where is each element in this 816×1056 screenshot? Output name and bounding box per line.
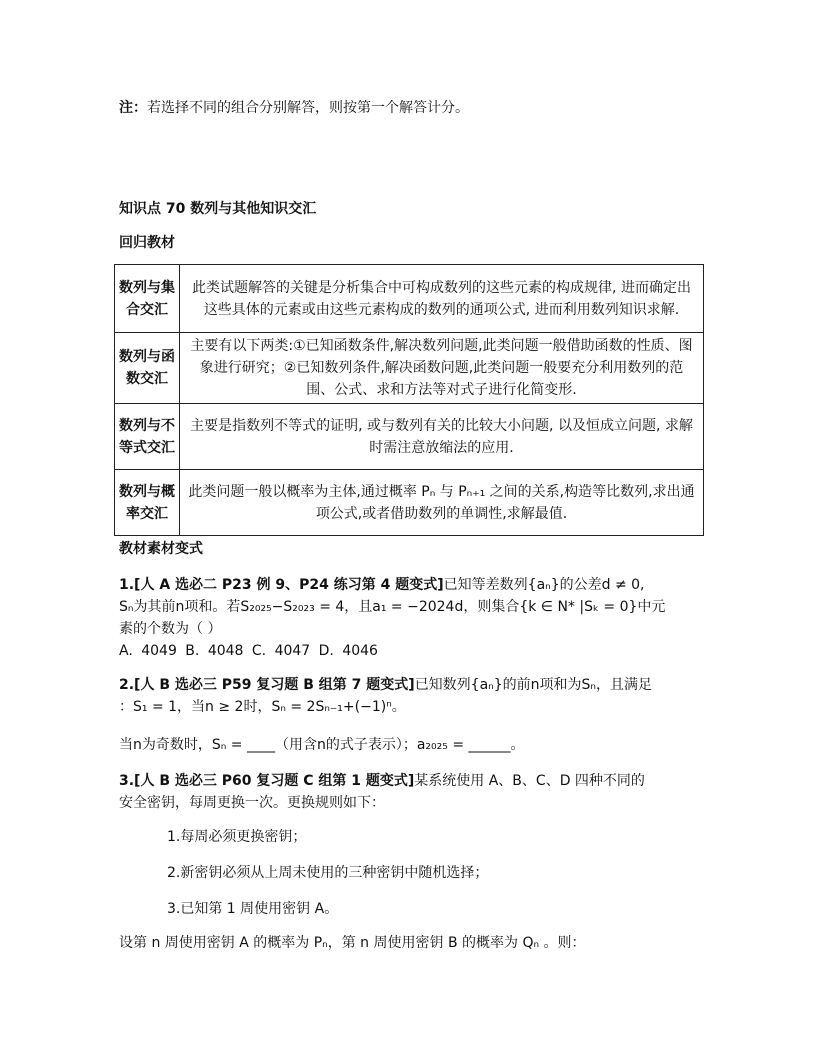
question-1-choices: A. 4049 B. 4048 C. 4047 D. 4046 xyxy=(119,643,378,659)
question-1-line-2: Sₙ为其前n项和。若S₂₀₂₅−S₂₀₂₃ = 4，且a₁ = −2024d，则集合{k ∈ N* |Sₖ = 0}中元 xyxy=(119,599,666,615)
question-1-stem: 已知等差数列{aₙ}的公差d ≠ 0, xyxy=(443,577,645,593)
question-2 xyxy=(119,674,707,718)
note-text: 若选择不同的组合分别解答，则按第一个解答计分。 xyxy=(147,100,469,116)
question-1-line-3: 素的个数为（ ） xyxy=(119,621,222,637)
note-label: 注： xyxy=(119,100,147,116)
note-paragraph xyxy=(119,97,707,119)
table-body-cell: 主要是指数列不等式的证明, 或与数列有关的比较大小问题, 以及恒成立问题, 求解时需注意放缩法的应用. xyxy=(180,404,704,470)
question-1-tag: 1.[人 A 选必二 P23 例 9、P24 练习第 4 题变式] xyxy=(119,577,444,593)
table-head-cell: 数列与函数交汇 xyxy=(115,333,180,404)
table-body-cell: 此类试题解答的关键是分析集合中可构成数列的这些元素的构成规律, 进而确定出这些具体的元素或由这些元素构成的数列的通项公式, 进而利用数列知识求解. xyxy=(180,265,704,333)
table-body-cell: 主要有以下两类:①已知函数条件,解决数列问题,此类问题一般借助函数的性质、图象进行研究；②已知数列条件,解决函数问题,此类问题一般要充分利用数列的范围、公式、求和方法等对式子进行化简变形. xyxy=(180,333,704,404)
question-2-stem: 已知数列{aₙ}的前n项和为Sₙ，且满足 xyxy=(414,677,652,693)
section-title: 知识点 70 数列与其他知识交汇 xyxy=(119,201,317,217)
variants-title: 教材素材变式 xyxy=(119,541,203,557)
question-1-line-1 xyxy=(119,574,707,596)
table-row xyxy=(115,333,704,404)
question-3-tag: 3.[人 B 选必三 P60 复习题 C 组第 1 题变式] xyxy=(119,773,415,789)
subsection-title: 回归教材 xyxy=(119,235,175,251)
question-3-last-line: 设第 n 周使用密钥 A 的概率为 Pₙ，第 n 周使用密钥 B 的概率为 Qₙ 。则： xyxy=(119,935,586,951)
question-2-tag: 2.[人 B 选必三 P59 复习题 B 组第 7 题变式] xyxy=(119,677,415,693)
table-head-cell: 数列与概率交汇 xyxy=(115,470,180,536)
table-head-cell: 数列与集合交汇 xyxy=(115,265,180,333)
question-3-line-1 xyxy=(119,770,707,792)
question-3-line-2: 安全密钥，每周更换一次。更换规则如下： xyxy=(119,795,385,811)
table-row xyxy=(115,265,704,333)
table-head-cell: 数列与不等式交汇 xyxy=(115,404,180,470)
question-2-line-3: 当n为奇数时，Sₙ = ____（用含n的式子表示）；a₂₀₂₅ = ______。 xyxy=(119,737,525,753)
question-1 xyxy=(119,574,707,662)
rule-3: 3.已知第 1 周使用密钥 A。 xyxy=(167,901,339,917)
knowledge-table xyxy=(114,264,704,536)
rule-1: 1.每周必须更换密钥； xyxy=(167,829,307,845)
rule-2: 2.新密钥必须从上周未使用的三种密钥中随机选择； xyxy=(167,865,489,881)
table-body-cell: 此类问题一般以概率为主体,通过概率 Pₙ 与 Pₙ₊₁ 之间的关系,构造等比数列,求出通项公式,或者借助数列的单调性,求解最值. xyxy=(180,470,704,536)
question-3 xyxy=(119,770,707,814)
question-2-line-1 xyxy=(119,674,707,696)
table-row xyxy=(115,404,704,470)
question-3-stem: 某系统使用 A、B、C、D 四种不同的 xyxy=(414,773,645,789)
table-row xyxy=(115,470,704,536)
question-2-line-2: ：S₁ = 1，当n ≥ 2时，Sₙ = 2Sₙ₋₁+(−1)ⁿ。 xyxy=(119,699,406,715)
